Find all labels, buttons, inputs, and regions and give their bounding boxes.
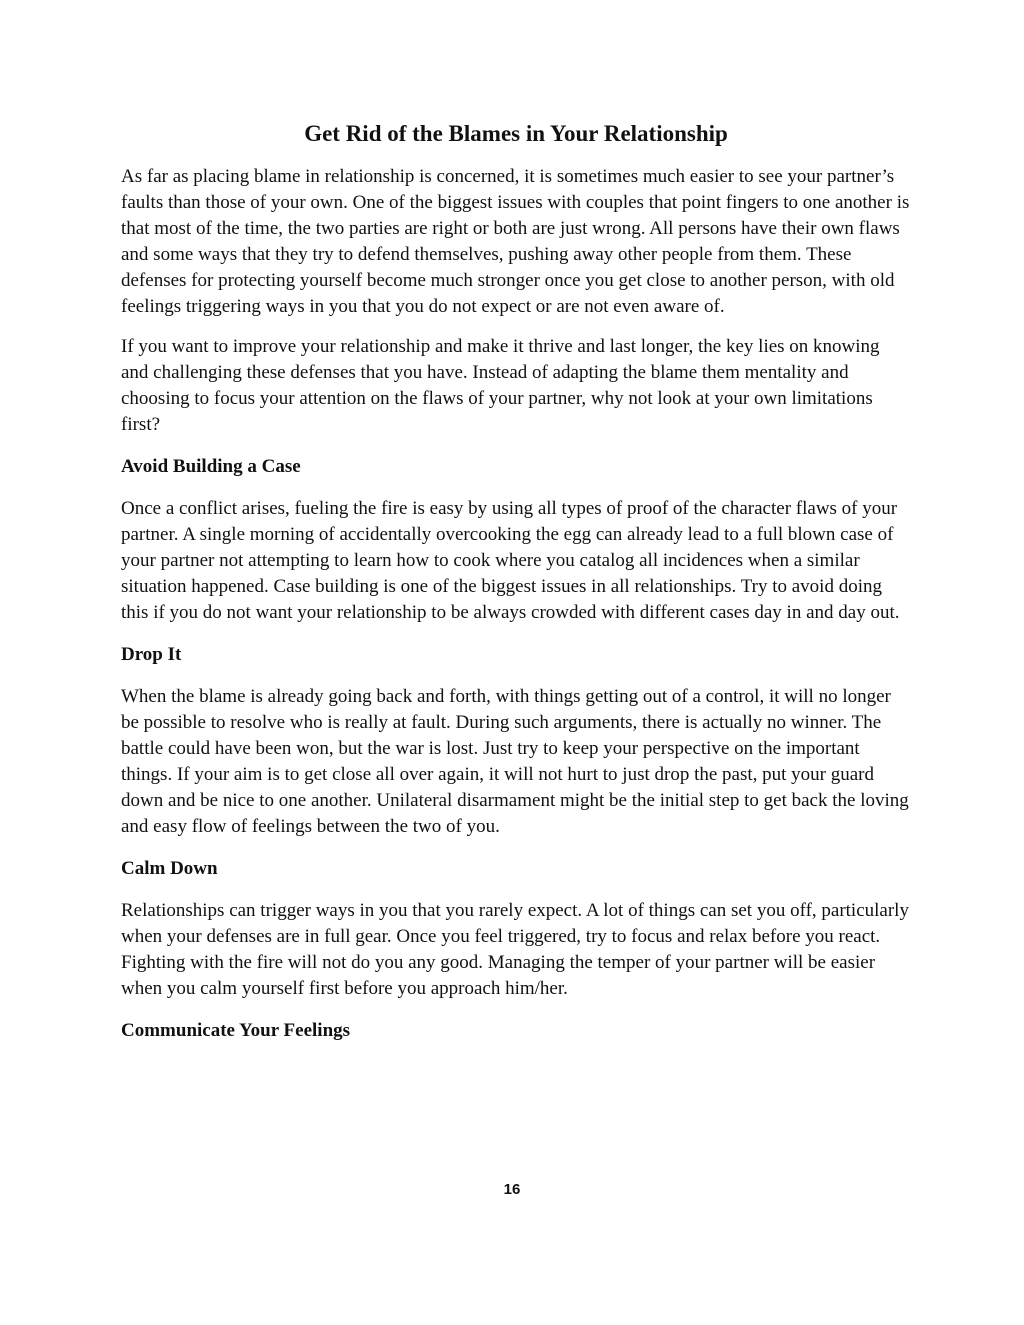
- section-heading-calm-down: Calm Down: [121, 858, 218, 879]
- section-heading-drop-it: Drop It: [121, 644, 182, 665]
- section-text-calm-down: Relationships can trigger ways in you that you rarely expect. A lot of things can set you off, particularly when your defenses are in full gear. Once you feel triggered, try to focus and relax before you react. Fighting with the fire will not do you any good. Managing the temper of your partner will be easier when you calm yourself first before you approach him/her.: [121, 900, 909, 999]
- intro-paragraph-2: If you want to improve your relationship and make it thrive and last longer, the key lies on knowing and challenging these defenses that you have. Instead of adapting the blame them mentality and choosing to focus your attention on the flaws of your partner, why not look at your own limitations first?: [121, 336, 880, 435]
- page-title: Get Rid of the Blames in Your Relationship: [304, 121, 728, 146]
- section-heading-communicate-your-feelings: Communicate Your Feelings: [121, 1020, 351, 1041]
- page-content: [121, 118, 911, 1060]
- section-text-drop-it: When the blame is already going back and forth, with things getting out of a control, it will no longer be possible to resolve who is really at fault. During such arguments, there is actually no winner. The battle could have been won, but the war is lost. Just try to keep your perspective on the important things. If your aim is to get close all over again, it will not hurt to just drop the past, put your guard down and be nice to one another. Unilateral disarmament might be the initial step to get back the loving and easy flow of feelings between the two of you.: [121, 686, 909, 837]
- page-number: 16: [503, 1181, 521, 1198]
- intro-paragraph-1: As far as placing blame in relationship is concerned, it is sometimes much easier to see your partner’s faults than those of your own. One of the biggest issues with couples that point fingers to one another is that most of the time, the two parties are right or both are just wrong. All persons have their own flaws and some ways that they try to defend themselves, pushing away other people from them. These defenses for protecting yourself become much stronger once you get close to another person, with old feelings triggering ways in you that you do not expect or are not even aware of.: [121, 166, 910, 317]
- section-text-avoid-building-a-case: Once a conflict arises, fueling the fire is easy by using all types of proof of the character flaws of your partner. A single morning of accidentally overcooking the egg can already lead to a full blown case of your partner not attempting to learn how to cook where you catalog all incidences when a similar situation happened. Case building is one of the biggest issues in all relationships. Try to avoid doing this if you do not want your relationship to be always crowded with different cases day in and day out.: [121, 498, 900, 623]
- section-heading-avoid-building-a-case: Avoid Building a Case: [121, 456, 301, 477]
